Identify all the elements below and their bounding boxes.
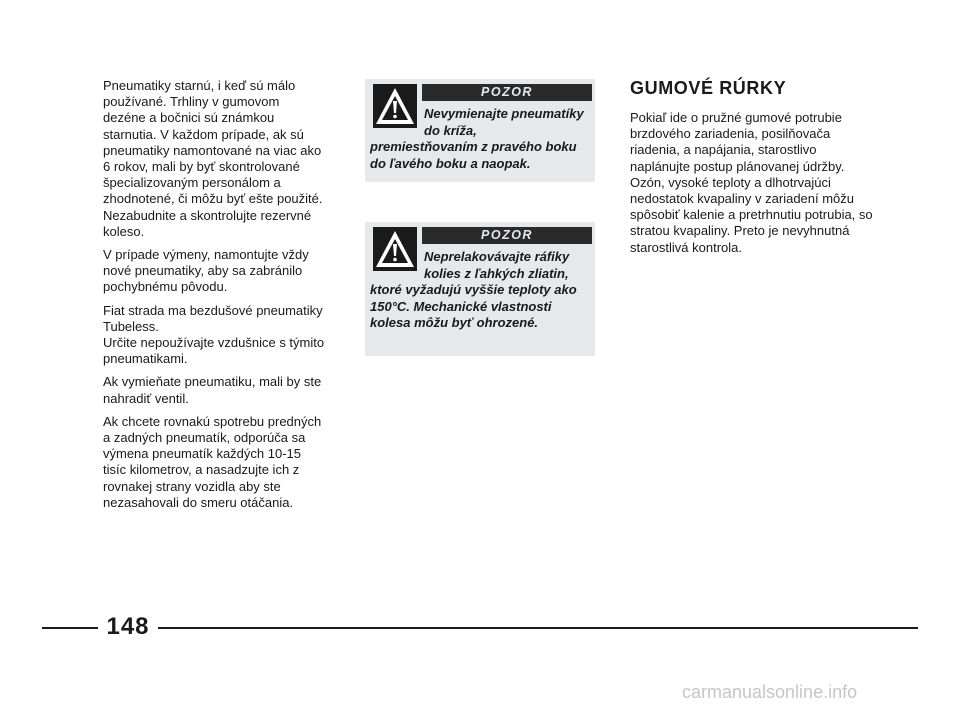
warning-box-1 — [365, 79, 595, 182]
paragraph-rubber-hoses: Pokiaľ ide o pružné gumové potrubie brzdového zariadenia, posilňovača riadenia, a napájania, starostlivo naplánujte postup plánovanej údržby. Ozón, vysoké teploty a dlhotrvajúci nedostatok kvapaliny v zariadení môžu spôsobiť kalenie a pretrhnutiu potrubia, so stratou kvapaliny. Preto je nevyhnutná starostlivá kontrola. — [630, 110, 873, 255]
paragraph-tire-aging: Pneumatiky starnú, i keď sú málo používané. Trhliny v gumovom dezéne a bočnici sú známkou starnutia. V každom prípade, ak sú pneumatiky namontované na viac ako 6 rokov, mali by byť skontrolované špecializovaným personálom a zhodnotené, či môžu byť ešte použité. Nezabudnite a skontrolujte rezervné koleso. — [103, 78, 323, 239]
warning-text-indented: Nevymienajte pneumatíky do kríža, — [424, 106, 584, 138]
page-number: 148 — [106, 613, 150, 640]
footer-rule-right — [158, 627, 918, 629]
watermark: carmanualsonline.info — [682, 682, 858, 702]
warning-text-indented: Neprelakovávajte ráfiky kolies z ľahkých zliatin, — [424, 249, 570, 281]
warning-text-rest: premiestňovaním z pravého boku do ľavého boku a naopak. — [370, 139, 577, 171]
right-column — [630, 78, 875, 256]
warning-text — [370, 249, 592, 332]
warning-label: POZOR — [422, 227, 592, 244]
no-inner-tube-line: Určite nepoužívajte vzdušnice s týmito pneumatikami. — [103, 335, 325, 367]
footer-rule-left — [42, 627, 98, 629]
warning-text — [370, 106, 592, 172]
warning-label: POZOR — [422, 84, 592, 101]
paragraph-rotation: Ak chcete rovnakú spotrebu predných a zadných pneumatík, odporúča sa výmena pneumatík každých 10-15 tisíc kilometrov, a nasadzujte ich z rovnakej strany vozidla aby ste nezasahovali do smeru otáčania. — [103, 413, 322, 510]
warning-box-2 — [365, 222, 595, 356]
warning-text-rest: ktoré vyžadujú vyššie teploty ako 150°C. Mechanické vlastnosti kolesa môžu byť ohrozené. — [370, 282, 577, 330]
paragraph-valve: Ak vymieňate pneumatiku, mali by ste nahradiť ventil. — [103, 374, 322, 406]
section-heading: GUMOVÉ RÚRKY — [630, 78, 787, 98]
tubeless-line: Fiat strada ma bezdušové pneumatiky Tubeless. — [103, 302, 323, 334]
paragraph-replacement: V prípade výmeny, namontujte vždy nové pneumatiky, aby sa zabránilo pochybnému pôvodu. — [103, 247, 309, 295]
paragraph-tubeless — [103, 303, 325, 368]
left-column — [103, 78, 325, 518]
